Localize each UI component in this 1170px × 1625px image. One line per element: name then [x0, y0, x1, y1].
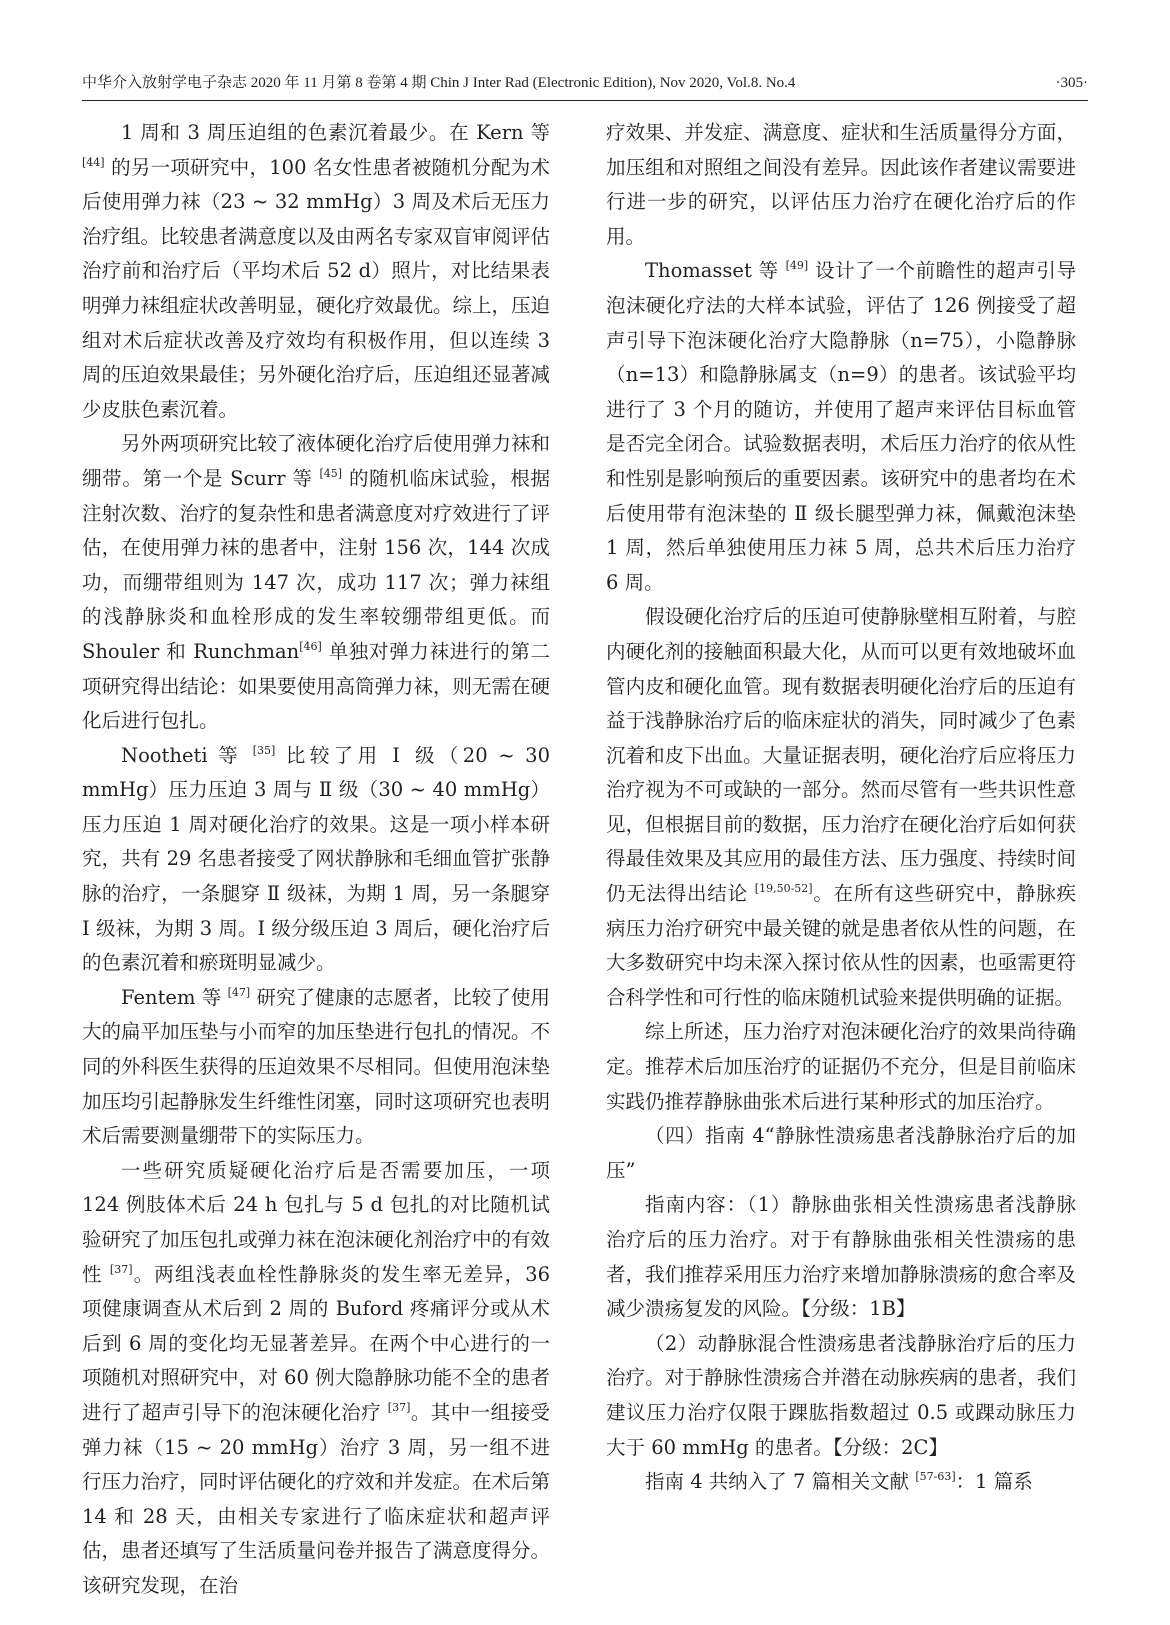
- paragraph-text: ：1 篇系: [955, 1470, 1033, 1494]
- paragraph-text: 。在所有这些研究中，静脉疾病压力治疗研究中最关键的就是患者依从性的问题，在大多数研究中均未深入探讨依从性的因素，也亟需更符合科学性和可行性的临床随机试验来提供明确的证据。: [606, 882, 1076, 1009]
- citation-ref: [47]: [227, 985, 251, 999]
- citation-ref: [46]: [299, 639, 322, 653]
- paragraph: [82, 981, 550, 1154]
- paragraph-text: （四）指南 4“静脉性溃疡患者浅静脉治疗后的加压”: [606, 1124, 1076, 1182]
- paragraph-text: 。两组浅表血栓性静脉炎的发生率无差异，36 项健康调查从术后到 2 周的 Buford 疼痛评分或从术后到 6 周的变化均无显著差异。在两个中心进行的一项随机对照研究中，对 60 例大隐静脉功能不全的患者进行了超声引导下的泡沫硬化治疗: [82, 1262, 550, 1424]
- paragraph-text: 单独对弹力袜进行的第二项研究得出结论：如果要使用高筒弹力袜，则无需在硬化后进行包扎。: [82, 639, 551, 733]
- paragraph-text: 指南内容：（1）静脉曲张相关性溃疡患者浅静脉治疗后的压力治疗。对于有静脉曲张相关性溃疡的患者，我们推荐采用压力治疗来增加静脉溃疡的愈合率及减少溃疡复发的风险。【分级：1B】: [606, 1193, 1076, 1321]
- citation-ref: [35]: [252, 743, 276, 757]
- paragraph: [606, 254, 1076, 600]
- paragraph: [82, 116, 550, 427]
- paragraph: [82, 739, 550, 981]
- citation-ref: [45]: [319, 466, 343, 480]
- journal-citation: 中华介入放射学电子杂志 2020 年 11 月第 8 卷第 4 期 Chin J Inter Rad (Electronic Edition), Nov 2020, Vol.8. No.4: [82, 75, 796, 91]
- running-header: [82, 72, 1088, 101]
- left-column: [82, 116, 550, 1604]
- paragraph-text: 另外两项研究比较了液体硬化治疗后使用弹力袜和绷带。第一个是 Scurr 等: [82, 432, 551, 490]
- citation-ref: [37]: [387, 1400, 411, 1414]
- citation-ref: [44]: [82, 155, 105, 169]
- paragraph-text: 设计了一个前瞻性的超声引导泡沫硬化疗法的大样本试验，评估了 126 例接受了超声引导下泡沫硬化治疗大隐静脉（n=75），小隐静脉（n=13）和隐静脉属支（n=9）的患者。该试验平均进行了 3 个月的随访，并使用了超声来评估目标血管是否完全闭合。试验数据表明，术后压力治疗的依从性和性别是影响预后的重要因素。该研究中的患者均在术后使用带有泡沫垫的 Ⅱ 级长腿型弹力袜，佩戴泡沫垫 1 周，然后单独使用压力袜 5 周，总共术后压力治疗 6 周。: [606, 259, 1076, 594]
- paragraph-text: 指南 4 共纳入了 7 篇相关文献: [645, 1470, 916, 1494]
- paragraph: [606, 1015, 1076, 1119]
- page-number: ·305·: [1055, 75, 1088, 91]
- paragraph-text: 。其中一组接受弹力袜（15 ~ 20 mmHg）治疗 3 周，另一组不进行压力治疗，同时评估硬化的疗效和并发症。在术后第 14 和 28 天，由相关专家进行了临床症状和超声评估，患者还填写了生活质量问卷并报告了满意度得分。该研究发现，在治: [82, 1400, 551, 1597]
- paragraph: [606, 1188, 1076, 1326]
- paragraph: [82, 427, 550, 738]
- citation-ref: [57-63]: [915, 1470, 956, 1484]
- paragraph-text: 1 周和 3 周压迫组的色素沉着最少。在 Kern 等: [121, 121, 550, 144]
- paragraph: [82, 1154, 550, 1604]
- paragraph-text: 的另一项研究中，100 名女性患者被随机分配为术后使用弹力袜（23 ~ 32 mmHg）3 周及术后无压力治疗组。比较患者满意度以及由两名专家双盲审阅评估治疗前和治疗后（平均术后 52 d）照片，对比结果表明弹力袜组症状改善明显，硬化疗效最优。综上，压迫组对术后症状改善及疗效均有积极作用，但以连续 3 周的压迫效果最佳；另外硬化治疗后，压迫组还显著减少皮肤色素沉着。: [82, 155, 551, 421]
- paragraph-text: 比较了用 Ⅰ 级（20 ~ 30 mmHg）压力压迫 3 周与 Ⅱ 级（30 ~ 40 mmHg）压力压迫 1 周对硬化治疗的效果。这是一项小样本研究，共有 29 名患者接受了网状静脉和毛细血管扩张静脉的治疗，一条腿穿 Ⅱ 级袜，为期 1 周，另一条腿穿 Ⅰ 级袜，为期 3 周。Ⅰ 级分级压迫 3 周后，硬化治疗后的色素沉着和瘀斑明显减少。: [82, 743, 550, 975]
- paragraph: [606, 600, 1076, 1015]
- paragraph: [606, 1465, 1076, 1500]
- citation-ref: [49]: [785, 259, 809, 273]
- paragraph-text: Fentem 等: [121, 985, 228, 1009]
- paragraph-text: 一些研究质疑硬化治疗后是否需要加压，一项 124 例肢体术后 24 h 包扎与 5 d 包扎的对比随机试验研究了加压包扎或弹力袜在泡沫硬化剂治疗中的有效性: [82, 1158, 551, 1286]
- paragraph-text: Nootheti 等: [121, 743, 253, 767]
- paragraph-text: 研究了健康的志愿者，比较了使用大的扁平加压垫与小而窄的加压垫进行包扎的情况。不同的外科医生获得的压迫效果不尽相同。但使用泡沫垫加压均引起静脉发生纤维性闭塞，同时这项研究也表明术后需要测量绷带下的实际压力。: [82, 985, 551, 1148]
- paragraph-text: 疗效果、并发症、满意度、症状和生活质量得分方面，加压组和对照组之间没有差异。因此该作者建议需要进行进一步的研究，以评估压力治疗在硬化治疗后的作用。: [606, 121, 1076, 248]
- citation-ref: [37]: [109, 1262, 133, 1276]
- paragraph-text: 的随机临床试验，根据注射次数、治疗的复杂性和患者满意度对疗效进行了评估，在使用弹力袜的患者中，注射 156 次，144 次成功，而绷带组则为 147 次，成功 117 次；弹力袜组的浅静脉炎和血栓形成的发生率较绷带组更低。而 Shouler 和 Runchman: [82, 466, 551, 663]
- paragraph: [606, 116, 1076, 254]
- paragraph-text: 假设硬化治疗后的压迫可使静脉壁相互附着，与腔内硬化剂的接触面积最大化，从而可以更有效地破坏血管内皮和硬化血管。现有数据表明硬化治疗后的压迫有益于浅静脉治疗后的临床症状的消失，同时减少了色素沉着和皮下出血。大量证据表明，硬化治疗后应将压力治疗视为不可或缺的一部分。然而尽管有一些共识性意见，但根据目前的数据，压力治疗在硬化治疗后如何获得最佳效果及其应用的最佳方法、压力强度、持续时间仍无法得出结论: [606, 605, 1076, 906]
- right-column: [606, 116, 1076, 1500]
- paragraph: [606, 1119, 1076, 1188]
- paragraph-text: Thomasset 等: [645, 259, 786, 283]
- paragraph: [606, 1327, 1076, 1465]
- paragraph-text: 综上所述，压力治疗对泡沫硬化治疗的效果尚待确定。推荐术后加压治疗的证据仍不充分，但是目前临床实践仍推荐静脉曲张术后进行某种形式的加压治疗。: [606, 1020, 1076, 1113]
- paragraph-text: （2）动静脉混合性溃疡患者浅静脉治疗后的压力治疗。对于静脉性溃疡合并潜在动脉疾病的患者，我们建议压力治疗仅限于踝肱指数超过 0.5 或踝动脉压力大于 60 mmHg 的患者。【分级：2C】: [606, 1331, 1076, 1459]
- citation-ref: [19,50-52]: [754, 882, 813, 896]
